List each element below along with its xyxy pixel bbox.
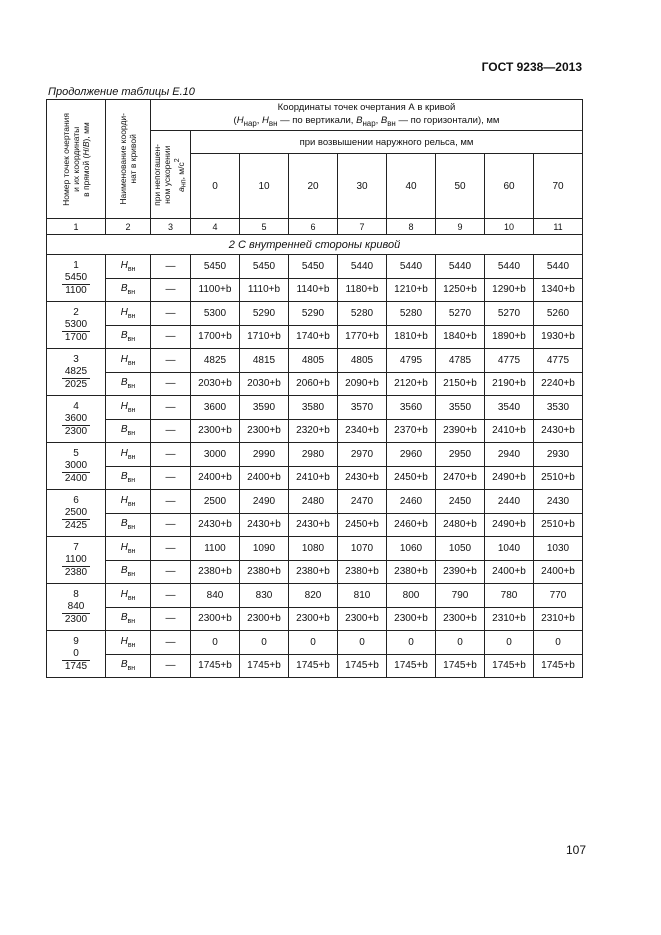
value-cell: 2970 (338, 443, 387, 467)
col1-header: Номер точек очертания и их координаты в прямой (H/B), мм (47, 100, 106, 219)
value-cell: 2380+b (387, 560, 436, 584)
accel-cell: — (151, 278, 191, 302)
point-b: 2400 (62, 472, 90, 485)
value-cell: 2190+b (485, 372, 534, 396)
point-number: 5 (73, 447, 79, 459)
point-cell (47, 490, 106, 537)
value-cell: 1745+b (240, 654, 289, 678)
value-cell: 2400+b (240, 466, 289, 490)
value-cell: 2490+b (485, 466, 534, 490)
value-cell: 2410+b (485, 419, 534, 443)
value-cell: 2930 (534, 443, 583, 467)
value-cell: 2300+b (240, 607, 289, 631)
value-cell: 2410+b (289, 466, 338, 490)
table-row (47, 278, 583, 302)
accel-cell: — (151, 490, 191, 514)
value-cell: 2240+b (534, 372, 583, 396)
table-row (47, 372, 583, 396)
value-cell: 1050 (436, 537, 485, 561)
point-cell (47, 396, 106, 443)
point-coordinates (62, 354, 90, 391)
value-cell: 770 (534, 584, 583, 608)
value-cell: 2380+b (191, 560, 240, 584)
value-cell: 2400+b (485, 560, 534, 584)
value-cell: 1290+b (485, 278, 534, 302)
value-cell: 2090+b (338, 372, 387, 396)
value-cell: 3540 (485, 396, 534, 420)
value-cell: 3530 (534, 396, 583, 420)
point-h: 840 (67, 600, 85, 612)
value-cell: 1710+b (240, 325, 289, 349)
coord-name-b: $B_{вн}$ (106, 654, 151, 678)
point-number: 2 (73, 306, 79, 318)
point-coordinates (62, 260, 90, 297)
point-h: 2500 (64, 506, 88, 518)
page-number: 107 (566, 843, 587, 857)
coord-name-h: $H_{вн}$ (106, 443, 151, 467)
coord-name-b: $B_{вн}$ (106, 607, 151, 631)
column-number: 1 (47, 219, 106, 235)
table-caption: Продолжение таблицы Е.10 (48, 86, 195, 98)
value-cell: 1745+b (191, 654, 240, 678)
value-cell: 2390+b (436, 419, 485, 443)
value-cell: 1030 (534, 537, 583, 561)
table-row (47, 607, 583, 631)
accel-cell: — (151, 584, 191, 608)
value-cell: 5280 (338, 302, 387, 326)
value-cell: 5440 (436, 255, 485, 279)
accel-cell: — (151, 396, 191, 420)
elevation-header: 40 (387, 154, 436, 219)
point-coordinates (62, 307, 90, 344)
point-number: 7 (73, 541, 79, 553)
value-cell: 5440 (338, 255, 387, 279)
value-cell: 2490 (240, 490, 289, 514)
value-cell: 5280 (387, 302, 436, 326)
point-coordinates (62, 542, 90, 579)
accel-cell: — (151, 607, 191, 631)
column-number: 5 (240, 219, 289, 235)
value-cell: 2470 (338, 490, 387, 514)
point-cell (47, 537, 106, 584)
value-cell: 830 (240, 584, 289, 608)
column-number: 2 (106, 219, 151, 235)
value-cell: 5270 (436, 302, 485, 326)
value-cell: 2340+b (338, 419, 387, 443)
value-cell: 1840+b (436, 325, 485, 349)
value-cell: 3580 (289, 396, 338, 420)
value-cell: 2120+b (387, 372, 436, 396)
value-cell: 4775 (485, 349, 534, 373)
value-cell: 1770+b (338, 325, 387, 349)
value-cell: 4805 (338, 349, 387, 373)
value-cell: 2450+b (338, 513, 387, 537)
point-coordinates (62, 448, 90, 485)
point-h: 0 (73, 647, 79, 659)
section-title: 2 С внутренней стороны кривой (47, 235, 583, 255)
table-row (47, 325, 583, 349)
value-cell: 2300+b (387, 607, 436, 631)
value-cell: 2030+b (240, 372, 289, 396)
value-cell: 1930+b (534, 325, 583, 349)
value-cell: 3550 (436, 396, 485, 420)
coord-name-b: $B_{вн}$ (106, 513, 151, 537)
value-cell: 3570 (338, 396, 387, 420)
coord-name-h: $H_{вн}$ (106, 490, 151, 514)
col2-header: Наименование коорди- нат в кривой (106, 100, 151, 219)
accel-cell: — (151, 372, 191, 396)
value-cell: 1100+b (191, 278, 240, 302)
value-cell: 5450 (191, 255, 240, 279)
column-number: 11 (534, 219, 583, 235)
table-row (47, 255, 583, 279)
value-cell: 1745+b (534, 654, 583, 678)
point-coordinates (62, 495, 90, 532)
value-cell: 0 (240, 631, 289, 655)
accel-cell: — (151, 419, 191, 443)
accel-cell: — (151, 466, 191, 490)
value-cell: 1090 (240, 537, 289, 561)
coord-name-h: $H_{вн}$ (106, 537, 151, 561)
table-row (47, 513, 583, 537)
value-cell: 4815 (240, 349, 289, 373)
value-cell: 0 (191, 631, 240, 655)
table-row (47, 396, 583, 420)
value-cell: 840 (191, 584, 240, 608)
coord-name-h: $H_{вн}$ (106, 584, 151, 608)
value-cell: 2300+b (338, 607, 387, 631)
table-row (47, 584, 583, 608)
value-cell: 780 (485, 584, 534, 608)
value-cell: 2480 (289, 490, 338, 514)
accel-cell: — (151, 513, 191, 537)
value-cell: 2990 (240, 443, 289, 467)
value-cell: 1745+b (338, 654, 387, 678)
elevation-header: 60 (485, 154, 534, 219)
value-cell: 1250+b (436, 278, 485, 302)
value-cell: 2300+b (436, 607, 485, 631)
point-b: 1745 (62, 660, 90, 673)
value-cell: 2300+b (191, 419, 240, 443)
value-cell: 2480+b (436, 513, 485, 537)
point-h: 4825 (64, 365, 88, 377)
value-cell: 3000 (191, 443, 240, 467)
coord-name-h: $H_{вн}$ (106, 631, 151, 655)
value-cell: 5260 (534, 302, 583, 326)
value-cell: 4825 (191, 349, 240, 373)
point-coordinates (62, 589, 90, 626)
coord-name-b: $B_{вн}$ (106, 466, 151, 490)
value-cell: 2060+b (289, 372, 338, 396)
point-cell (47, 443, 106, 490)
table-row (47, 302, 583, 326)
column-number: 10 (485, 219, 534, 235)
elevation-header: 20 (289, 154, 338, 219)
value-cell: 1110+b (240, 278, 289, 302)
accel-cell: — (151, 537, 191, 561)
coord-name-b: $B_{вн}$ (106, 560, 151, 584)
value-cell: 2980 (289, 443, 338, 467)
point-h: 3600 (64, 412, 88, 424)
accel-cell: — (151, 349, 191, 373)
point-b: 2300 (62, 425, 90, 438)
table-row (47, 466, 583, 490)
value-cell: 2380+b (289, 560, 338, 584)
coord-name-h: $H_{вн}$ (106, 255, 151, 279)
elevation-header: 50 (436, 154, 485, 219)
point-h: 1100 (65, 553, 87, 565)
point-cell (47, 631, 106, 678)
value-cell: 2450+b (387, 466, 436, 490)
point-cell (47, 584, 106, 631)
accel-cell: — (151, 654, 191, 678)
table-row (47, 443, 583, 467)
value-cell: 0 (387, 631, 436, 655)
value-cell: 1745+b (387, 654, 436, 678)
value-cell: 2310+b (534, 607, 583, 631)
value-cell: 2400+b (534, 560, 583, 584)
value-cell: 3560 (387, 396, 436, 420)
value-cell: 5450 (289, 255, 338, 279)
value-cell: 5440 (534, 255, 583, 279)
value-cell: 5290 (240, 302, 289, 326)
point-h: 3000 (64, 459, 88, 471)
value-cell: 1890+b (485, 325, 534, 349)
value-cell: 820 (289, 584, 338, 608)
value-cell: 2300+b (289, 607, 338, 631)
value-cell: 5270 (485, 302, 534, 326)
value-cell: 2450 (436, 490, 485, 514)
point-h: 5450 (64, 271, 88, 283)
value-cell: 1745+b (436, 654, 485, 678)
table-row (47, 631, 583, 655)
value-cell: 1070 (338, 537, 387, 561)
value-cell: 2430+b (534, 419, 583, 443)
coordinates-table (46, 99, 583, 678)
coord-name-h: $H_{вн}$ (106, 349, 151, 373)
table-row (47, 349, 583, 373)
accel-cell: — (151, 631, 191, 655)
value-cell: 2940 (485, 443, 534, 467)
accel-cell: — (151, 255, 191, 279)
point-number: 9 (73, 635, 79, 647)
value-cell: 1745+b (485, 654, 534, 678)
coord-name-b: $B_{вн}$ (106, 325, 151, 349)
point-b: 2300 (62, 613, 90, 626)
col3-header: при непогашен- ном ускорении $a_{нп}$, $м/с^2$ (151, 131, 191, 219)
coord-name-h: $H_{вн}$ (106, 396, 151, 420)
coord-name-b: $B_{вн}$ (106, 278, 151, 302)
value-cell: 4775 (534, 349, 583, 373)
value-cell: 2430+b (240, 513, 289, 537)
subgroup-header: при возвышении наружного рельса, мм (191, 131, 583, 154)
column-number: 9 (436, 219, 485, 235)
point-cell (47, 349, 106, 396)
value-cell: 2390+b (436, 560, 485, 584)
value-cell: 0 (338, 631, 387, 655)
value-cell: 2430 (534, 490, 583, 514)
value-cell: 2490+b (485, 513, 534, 537)
point-number: 8 (73, 588, 79, 600)
document-code: ГОСТ 9238—2013 (481, 60, 582, 74)
value-cell: 1180+b (338, 278, 387, 302)
value-cell: 1700+b (191, 325, 240, 349)
table-row (47, 560, 583, 584)
elevation-header: 0 (191, 154, 240, 219)
point-cell (47, 255, 106, 302)
point-b: 2025 (62, 378, 90, 391)
point-number: 1 (73, 259, 79, 271)
value-cell: 1040 (485, 537, 534, 561)
value-cell: 4785 (436, 349, 485, 373)
value-cell: 810 (338, 584, 387, 608)
point-h: 5300 (64, 318, 88, 330)
elevation-header: 10 (240, 154, 289, 219)
value-cell: 3600 (191, 396, 240, 420)
point-b: 2380 (62, 566, 90, 579)
group-header: Координаты точек очертания А в кривой ($H_{нар}$, $H_{вн}$ — по вертикали, $B_{нар}$, $B_{вн}$ — по горизонтали), мм (151, 100, 583, 131)
value-cell: 5450 (240, 255, 289, 279)
accel-cell: — (151, 443, 191, 467)
value-cell: 2380+b (240, 560, 289, 584)
table-row (47, 490, 583, 514)
value-cell: 4795 (387, 349, 436, 373)
value-cell: 790 (436, 584, 485, 608)
value-cell: 2370+b (387, 419, 436, 443)
value-cell: 2460+b (387, 513, 436, 537)
accel-cell: — (151, 325, 191, 349)
value-cell: 2430+b (289, 513, 338, 537)
value-cell: 800 (387, 584, 436, 608)
value-cell: 3590 (240, 396, 289, 420)
coord-name-b: $B_{вн}$ (106, 419, 151, 443)
point-b: 2425 (62, 519, 90, 532)
value-cell: 2310+b (485, 607, 534, 631)
value-cell: 1210+b (387, 278, 436, 302)
value-cell: 5290 (289, 302, 338, 326)
value-cell: 2430+b (338, 466, 387, 490)
value-cell: 1340+b (534, 278, 583, 302)
accel-cell: — (151, 560, 191, 584)
value-cell: 2400+b (191, 466, 240, 490)
point-number: 4 (73, 400, 79, 412)
value-cell: 5300 (191, 302, 240, 326)
value-cell: 2030+b (191, 372, 240, 396)
value-cell: 5440 (387, 255, 436, 279)
value-cell: 0 (485, 631, 534, 655)
value-cell: 4805 (289, 349, 338, 373)
value-cell: 2960 (387, 443, 436, 467)
elevation-header: 70 (534, 154, 583, 219)
value-cell: 2440 (485, 490, 534, 514)
point-b: 1700 (62, 331, 90, 344)
value-cell: 2510+b (534, 513, 583, 537)
value-cell: 1810+b (387, 325, 436, 349)
value-cell: 2500 (191, 490, 240, 514)
value-cell: 2300+b (240, 419, 289, 443)
column-number: 7 (338, 219, 387, 235)
point-cell (47, 302, 106, 349)
accel-cell: — (151, 302, 191, 326)
value-cell: 1080 (289, 537, 338, 561)
value-cell: 0 (289, 631, 338, 655)
value-cell: 2460 (387, 490, 436, 514)
value-cell: 2950 (436, 443, 485, 467)
coord-name-h: $H_{вн}$ (106, 302, 151, 326)
value-cell: 2430+b (191, 513, 240, 537)
value-cell: 0 (436, 631, 485, 655)
point-b: 1100 (62, 284, 90, 297)
table-row (47, 419, 583, 443)
point-number: 3 (73, 353, 79, 365)
value-cell: 2320+b (289, 419, 338, 443)
value-cell: 2380+b (338, 560, 387, 584)
value-cell: 2510+b (534, 466, 583, 490)
column-number: 8 (387, 219, 436, 235)
table-row (47, 654, 583, 678)
coord-name-b: $B_{вн}$ (106, 372, 151, 396)
value-cell: 0 (534, 631, 583, 655)
column-number: 6 (289, 219, 338, 235)
column-number: 4 (191, 219, 240, 235)
column-number: 3 (151, 219, 191, 235)
table-row (47, 537, 583, 561)
value-cell: 5440 (485, 255, 534, 279)
value-cell: 1060 (387, 537, 436, 561)
point-number: 6 (73, 494, 79, 506)
value-cell: 2300+b (191, 607, 240, 631)
point-coordinates (62, 636, 90, 673)
elevation-header: 30 (338, 154, 387, 219)
value-cell: 1740+b (289, 325, 338, 349)
value-cell: 2470+b (436, 466, 485, 490)
value-cell: 1745+b (289, 654, 338, 678)
point-coordinates (62, 401, 90, 438)
value-cell: 1140+b (289, 278, 338, 302)
value-cell: 1100 (191, 537, 240, 561)
value-cell: 2150+b (436, 372, 485, 396)
